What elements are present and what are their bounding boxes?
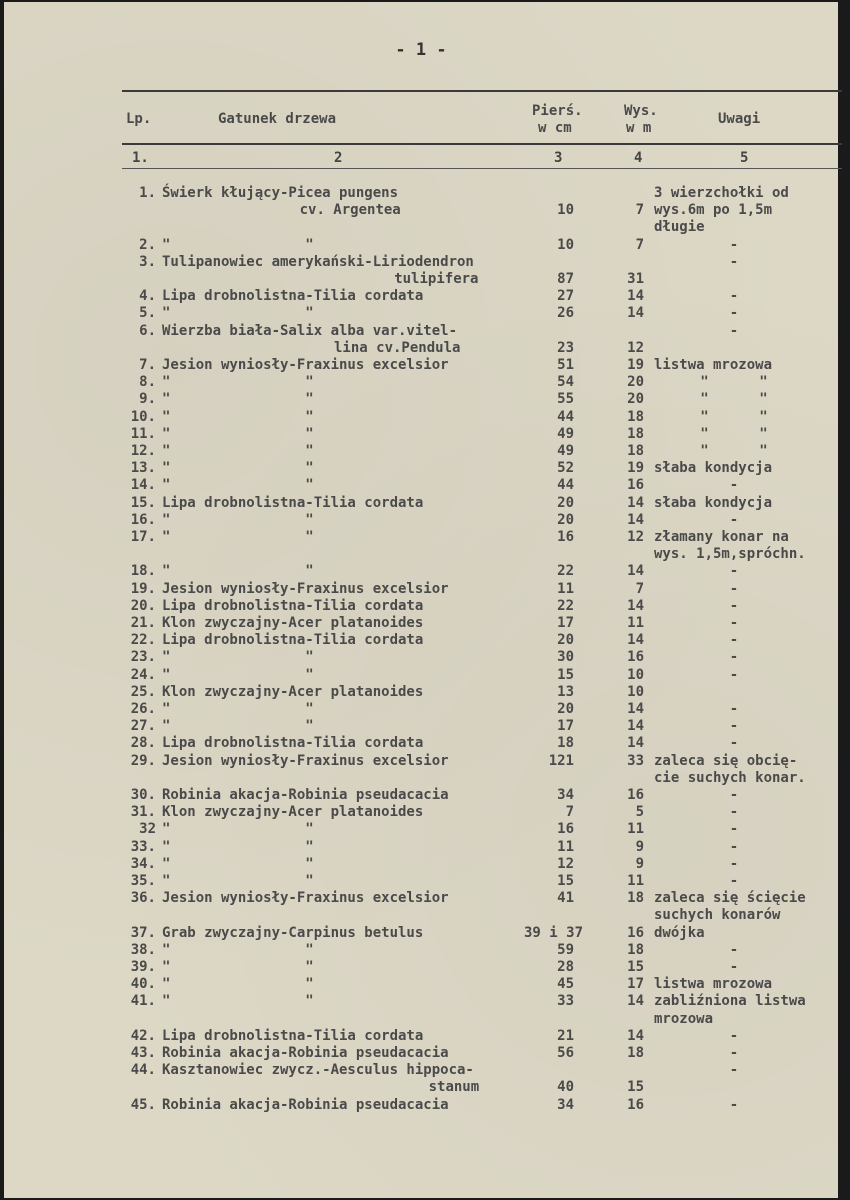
height-value: 14 (627, 288, 644, 305)
species-name: Świerk kłujący-Picea pungens (162, 185, 399, 201)
row-number: 16. (130, 511, 156, 528)
row-number: 23. (130, 649, 156, 666)
row-number: 8. (139, 374, 156, 391)
height-value: 16 (627, 649, 644, 666)
remarks-text: zaleca się ścięcie (654, 890, 806, 907)
height-value: 18 (627, 443, 644, 459)
row-number: 37. (130, 924, 156, 941)
species-name: " " (162, 718, 314, 735)
header-species: Gatunek drzewa (218, 111, 337, 127)
diameter-value: 20 (557, 511, 574, 528)
diameter-value: 34 (557, 1096, 574, 1113)
remarks-text: cie suchych konar. (654, 769, 806, 786)
header-height-1: Wys. (624, 103, 658, 119)
species-name: " " (162, 529, 314, 545)
row-number: 19. (130, 580, 156, 597)
remarks-text: - (729, 873, 739, 889)
remarks-text: - (729, 288, 739, 305)
species-name: Jesion wyniosły-Fraxinus excelsior (162, 580, 449, 597)
diameter-value: 55 (557, 391, 574, 408)
row-number: 24. (130, 666, 156, 683)
species-name: Jesion wyniosły-Fraxinus excelsior (162, 752, 449, 769)
height-value: 18 (627, 890, 644, 907)
height-value: 33 (627, 752, 644, 769)
diameter-value: 22 (557, 597, 574, 614)
height-value: 15 (627, 1079, 644, 1096)
row-number: 33. (130, 838, 156, 855)
species-name: " " (162, 236, 314, 253)
diameter-value: 87 (557, 271, 574, 287)
header-diameter-1: Pierś. (532, 103, 583, 119)
remarks-text: - (729, 735, 739, 752)
remarks-text: - (729, 649, 739, 666)
diameter-value: 20 (557, 494, 574, 511)
row-number: 29. (130, 752, 156, 769)
remarks-text: " " (700, 443, 768, 459)
height-value: 14 (627, 511, 644, 528)
remarks-text: wys. 1,5m,spróchn. (654, 546, 806, 563)
remarks-text: " " (700, 374, 768, 391)
diameter-value: 21 (557, 1027, 574, 1044)
row-number: 32 (139, 821, 156, 838)
species-name: " " (162, 443, 314, 459)
species-name: " " (162, 305, 314, 322)
diameter-value: 20 (557, 701, 574, 717)
species-name: Lipa drobnolistna-Tilia cordata (162, 1027, 424, 1044)
row-number: 36. (130, 890, 156, 907)
height-value: 7 (635, 236, 644, 253)
species-name: Grab zwyczajny-Carpinus betulus (162, 924, 424, 941)
species-name: Lipa drobnolistna-Tilia cordata (162, 735, 424, 752)
remarks-text: " " (700, 425, 768, 442)
row-number: 31. (130, 804, 156, 821)
remarks-text: - (729, 563, 739, 580)
remarks-text: suchych konarów (654, 907, 781, 924)
height-value: 10 (627, 683, 644, 700)
header-remarks: Uwagi (718, 111, 761, 127)
species-name: " " (162, 391, 314, 408)
header-lp: Lp. (126, 111, 152, 127)
row-number: 5. (139, 305, 156, 322)
height-value: 12 (627, 529, 644, 545)
height-value: 10 (627, 666, 644, 683)
diameter-value: 16 (557, 821, 574, 838)
remarks-text: - (729, 838, 739, 855)
height-value: 7 (635, 202, 644, 219)
row-number: 22. (130, 632, 156, 649)
remarks-text: 3 wierzchołki od (654, 185, 789, 201)
species-name: " " (162, 408, 314, 425)
row-number: 40. (130, 976, 156, 993)
diameter-value: 15 (557, 873, 574, 889)
row-number: 34. (130, 855, 156, 872)
species-name: Lipa drobnolistna-Tilia cordata (162, 288, 424, 305)
height-value: 15 (627, 959, 644, 975)
diameter-value: 45 (557, 976, 574, 993)
species-name: " " (162, 855, 314, 872)
row-number: 3. (139, 253, 156, 270)
species-name: " " (162, 941, 314, 958)
row-number: 26. (130, 701, 156, 717)
row-number: 13. (130, 460, 156, 477)
row-number: 21. (130, 615, 156, 631)
row-number: 44. (130, 1062, 156, 1079)
remarks-text: - (729, 511, 739, 528)
remarks-text: - (729, 1096, 739, 1113)
species-name: " " (162, 425, 314, 442)
height-value: 20 (627, 391, 644, 408)
species-name: Klon zwyczajny-Acer platanoides (162, 615, 424, 631)
row-number: 14. (130, 477, 156, 494)
remarks-text: - (729, 959, 739, 975)
page-number: - 1 - (395, 40, 447, 60)
diameter-value: 18 (557, 735, 574, 752)
remarks-text: " " (700, 408, 768, 425)
diameter-value: 49 (557, 443, 574, 459)
remarks-text: listwa mrozowa (654, 976, 773, 993)
height-value: 19 (627, 460, 644, 477)
row-number: 18. (130, 563, 156, 580)
document-page (4, 2, 838, 1198)
species-name: " " (162, 838, 314, 855)
diameter-value: 56 (557, 1045, 574, 1061)
height-value: 7 (635, 580, 644, 597)
species-name: Wierzba biała-Salix alba var.vitel- (162, 322, 458, 339)
remarks-text: - (729, 597, 739, 614)
species-name: lina cv.Pendula (334, 339, 461, 356)
height-value: 9 (635, 855, 644, 872)
height-value: 20 (627, 374, 644, 391)
row-number: 38. (130, 941, 156, 958)
row-number: 28. (130, 735, 156, 752)
column-number-2: 2 (334, 150, 343, 166)
remarks-text: - (729, 821, 739, 838)
species-name: " " (162, 666, 314, 683)
diameter-value: 39 i 37 (524, 924, 584, 941)
diameter-value: 44 (557, 477, 574, 494)
row-number: 2. (139, 236, 156, 253)
species-name: Klon zwyczajny-Acer platanoides (162, 683, 424, 700)
species-name: Klon zwyczajny-Acer platanoides (162, 804, 424, 821)
row-number: 12. (130, 443, 156, 459)
row-number: 10. (130, 408, 156, 425)
row-number: 45. (130, 1096, 156, 1113)
row-number: 7. (139, 357, 156, 373)
height-value: 14 (627, 632, 644, 649)
diameter-value: 51 (557, 357, 574, 373)
diameter-value: 44 (557, 408, 574, 425)
remarks-text: słaba kondycja (654, 460, 773, 477)
species-name: " " (162, 511, 314, 528)
diameter-value: 13 (557, 683, 574, 700)
remarks-text: - (729, 1027, 739, 1044)
species-name: " " (162, 477, 314, 494)
diameter-value: 40 (557, 1079, 574, 1096)
diameter-value: 16 (557, 529, 574, 545)
diameter-value: 59 (557, 941, 574, 958)
height-value: 11 (627, 821, 644, 838)
remarks-text: - (729, 580, 739, 597)
remarks-text: listwa mrozowa (654, 357, 773, 373)
species-name: Lipa drobnolistna-Tilia cordata (162, 632, 424, 649)
height-value: 9 (635, 838, 644, 855)
species-name: " " (162, 993, 314, 1010)
remarks-text: - (729, 322, 739, 339)
row-number: 11. (130, 425, 156, 442)
height-value: 16 (627, 1096, 644, 1113)
species-name: Robinia akacja-Robinia pseudacacia (162, 787, 449, 803)
remarks-text: - (729, 787, 739, 803)
diameter-value: 23 (557, 339, 574, 356)
row-number: 35. (130, 873, 156, 889)
height-value: 14 (627, 305, 644, 322)
remarks-text: wys.6m po 1,5m (654, 202, 773, 219)
row-number: 9. (139, 391, 156, 408)
species-name: " " (162, 460, 314, 477)
header-rule (122, 143, 842, 145)
species-name: cv. Argentea (299, 202, 401, 219)
species-name: Lipa drobnolistna-Tilia cordata (162, 597, 424, 614)
remarks-text: - (729, 1062, 739, 1079)
height-value: 19 (627, 357, 644, 373)
remarks-text: - (729, 701, 739, 717)
height-value: 14 (627, 563, 644, 580)
row-number: 30. (130, 787, 156, 803)
height-value: 18 (627, 1045, 644, 1061)
remarks-text: dwójka (654, 924, 705, 941)
diameter-value: 54 (557, 374, 574, 391)
species-name: Tulipanowiec amerykański-Liriodendron (162, 253, 474, 270)
species-name: " " (162, 563, 314, 580)
height-value: 16 (627, 477, 644, 494)
remarks-text: - (729, 615, 739, 631)
diameter-value: 49 (557, 425, 574, 442)
diameter-value: 33 (557, 993, 574, 1010)
species-name: stanum (428, 1079, 480, 1096)
diameter-value: 22 (557, 563, 574, 580)
height-value: 31 (627, 271, 644, 287)
species-name: Lipa drobnolistna-Tilia cordata (162, 494, 424, 511)
species-name: Jesion wyniosły-Fraxinus excelsior (162, 890, 449, 907)
diameter-value: 15 (557, 666, 574, 683)
row-number: 43. (130, 1045, 156, 1061)
diameter-value: 17 (557, 718, 574, 735)
table-top-rule (122, 90, 842, 92)
height-value: 14 (627, 494, 644, 511)
diameter-value: 41 (557, 890, 574, 907)
diameter-value: 27 (557, 288, 574, 305)
header-height-2: w m (626, 120, 652, 136)
species-name: " " (162, 374, 314, 391)
row-number: 27. (130, 718, 156, 735)
height-value: 17 (627, 976, 644, 993)
diameter-value: 52 (557, 460, 574, 477)
remarks-text: zaleca się obcię- (654, 752, 798, 769)
row-number: 41. (130, 993, 156, 1010)
height-value: 12 (627, 339, 644, 356)
row-number: 15. (130, 494, 156, 511)
species-name: " " (162, 959, 314, 975)
row-number: 42. (130, 1027, 156, 1044)
column-number-1: 1. (132, 150, 149, 166)
height-value: 14 (627, 993, 644, 1010)
species-name: " " (162, 873, 314, 889)
species-name: " " (162, 649, 314, 666)
species-name: Robinia akacja-Robinia pseudacacia (162, 1096, 449, 1113)
row-number: 4. (139, 288, 156, 305)
height-value: 18 (627, 425, 644, 442)
row-number: 6. (139, 322, 156, 339)
species-name: Jesion wyniosły-Fraxinus excelsior (162, 357, 449, 373)
height-value: 5 (635, 804, 644, 821)
diameter-value: 10 (557, 202, 574, 219)
remarks-text: - (729, 666, 739, 683)
diameter-value: 26 (557, 305, 574, 322)
species-name: " " (162, 701, 314, 717)
header-diameter-2: w cm (538, 120, 572, 136)
species-name: " " (162, 821, 314, 838)
remarks-text: " " (700, 391, 768, 408)
remarks-text: - (729, 941, 739, 958)
height-value: 18 (627, 408, 644, 425)
height-value: 11 (627, 873, 644, 889)
diameter-value: 121 (548, 752, 574, 769)
row-number: 25. (130, 683, 156, 700)
diameter-value: 28 (557, 959, 574, 975)
column-number-5: 5 (740, 150, 749, 166)
remarks-text: złamany konar na (654, 529, 789, 545)
remarks-text: - (729, 718, 739, 735)
diameter-value: 11 (557, 580, 574, 597)
remarks-text: - (729, 1045, 739, 1061)
remarks-text: słaba kondycja (654, 494, 773, 511)
height-value: 18 (627, 941, 644, 958)
row-number: 17. (130, 529, 156, 545)
column-number-4: 4 (634, 150, 643, 166)
diameter-value: 34 (557, 787, 574, 803)
height-value: 14 (627, 701, 644, 717)
diameter-value: 17 (557, 615, 574, 631)
remarks-text: - (729, 804, 739, 821)
height-value: 14 (627, 735, 644, 752)
diameter-value: 7 (565, 804, 574, 821)
diameter-value: 12 (557, 855, 574, 872)
species-name: tulipifera (394, 271, 479, 287)
height-value: 14 (627, 597, 644, 614)
remarks-text: zabliźniona listwa (654, 993, 806, 1010)
remarks-text: mrozowa (654, 1010, 714, 1027)
height-value: 14 (627, 718, 644, 735)
remarks-text: - (729, 632, 739, 649)
diameter-value: 20 (557, 632, 574, 649)
row-number: 39. (130, 959, 156, 975)
remarks-text: - (729, 305, 739, 322)
remarks-text: - (729, 253, 739, 270)
remarks-text: - (729, 236, 739, 253)
remarks-text: długie (654, 219, 705, 236)
remarks-text: - (729, 477, 739, 494)
diameter-value: 10 (557, 236, 574, 253)
height-value: 14 (627, 1027, 644, 1044)
species-name: " " (162, 976, 314, 993)
diameter-value: 30 (557, 649, 574, 666)
remarks-text: - (729, 855, 739, 872)
diameter-value: 11 (557, 838, 574, 855)
row-number: 20. (130, 597, 156, 614)
species-name: Robinia akacja-Robinia pseudacacia (162, 1045, 449, 1061)
column-number-rule (122, 168, 842, 169)
row-number: 1. (139, 185, 156, 201)
height-value: 16 (627, 787, 644, 803)
column-number-3: 3 (554, 150, 563, 166)
height-value: 16 (627, 924, 644, 941)
height-value: 11 (627, 615, 644, 631)
species-name: Kasztanowiec zwycz.-Aesculus hippoca- (162, 1062, 474, 1079)
